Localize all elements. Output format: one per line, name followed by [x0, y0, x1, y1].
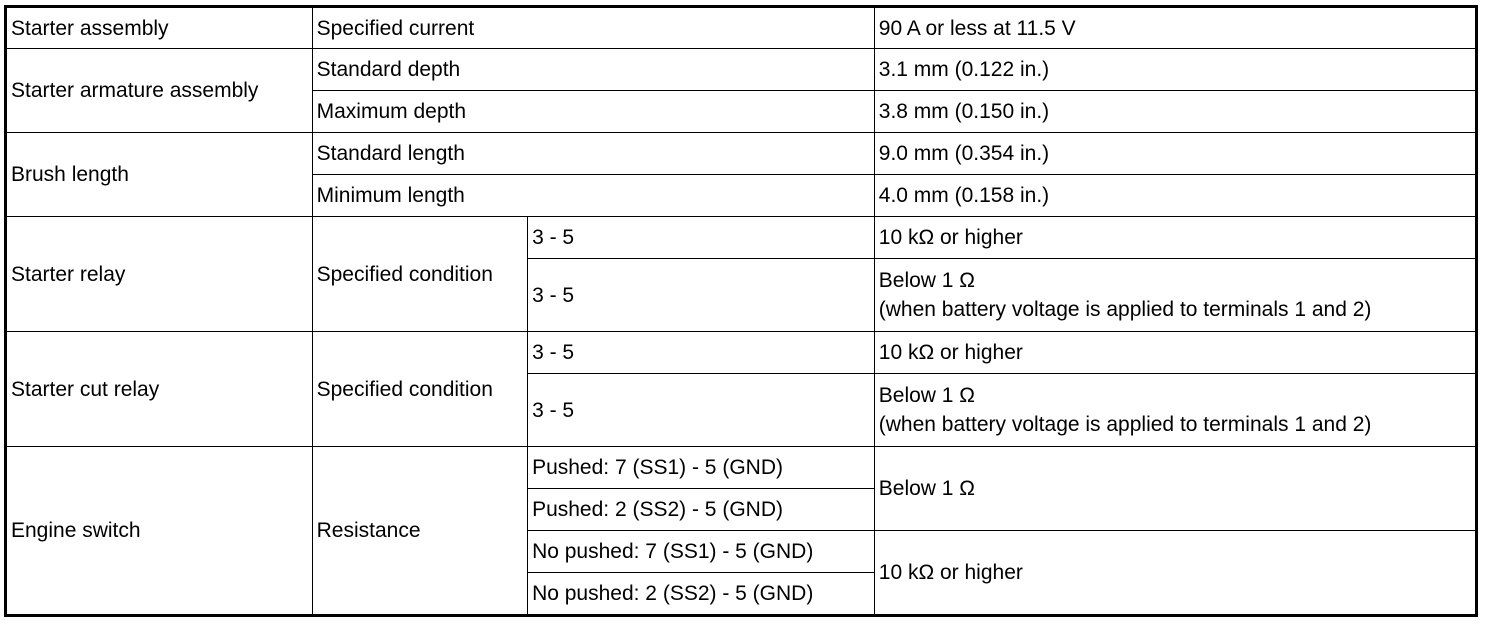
condition-specified-current: Specified current — [312, 7, 874, 49]
terminal-starter-relay-2: 3 - 5 — [528, 259, 875, 332]
value-line-1: Below 1 Ω — [878, 269, 976, 292]
condition-standard-depth: Standard depth — [312, 49, 874, 91]
terminal-engine-switch-4: No pushed: 2 (SS2) - 5 (GND) — [528, 573, 875, 616]
table-row — [6, 49, 1477, 91]
terminal-starter-cut-relay-2: 3 - 5 — [528, 374, 875, 447]
table-row — [6, 133, 1477, 175]
item-starter-assembly: Starter assembly — [6, 7, 313, 49]
item-starter-armature: Starter armature assembly — [6, 49, 313, 133]
table-row — [6, 7, 1477, 49]
value-maximum-depth: 3.8 mm (0.150 in.) — [874, 91, 1476, 133]
value-minimum-length: 4.0 mm (0.158 in.) — [874, 175, 1476, 217]
value-line-2: (when battery voltage is applied to terminals 1 and 2) — [878, 413, 1372, 436]
item-starter-cut-relay: Starter cut relay — [6, 332, 313, 447]
value-starter-cut-relay-2 — [874, 374, 1476, 447]
terminal-engine-switch-1: Pushed: 7 (SS1) - 5 (GND) — [528, 447, 875, 489]
value-standard-length: 9.0 mm (0.354 in.) — [874, 133, 1476, 175]
terminal-engine-switch-2: Pushed: 2 (SS2) - 5 (GND) — [528, 489, 875, 531]
item-brush-length: Brush length — [6, 133, 313, 217]
condition-maximum-depth: Maximum depth — [312, 91, 874, 133]
value-starter-relay-1: 10 kΩ or higher — [874, 217, 1476, 259]
item-engine-switch: Engine switch — [6, 447, 313, 616]
condition-minimum-length: Minimum length — [312, 175, 874, 217]
condition-engine-switch: Resistance — [312, 447, 527, 616]
value-specified-current: 90 A or less at 11.5 V — [874, 7, 1476, 49]
value-standard-depth: 3.1 mm (0.122 in.) — [874, 49, 1476, 91]
condition-standard-length: Standard length — [312, 133, 874, 175]
value-starter-relay-2 — [874, 259, 1476, 332]
condition-starter-cut-relay: Specified condition — [312, 332, 527, 447]
value-starter-cut-relay-1: 10 kΩ or higher — [874, 332, 1476, 374]
condition-starter-relay: Specified condition — [312, 217, 527, 332]
value-line-2: (when battery voltage is applied to terminals 1 and 2) — [878, 298, 1372, 321]
item-starter-relay: Starter relay — [6, 217, 313, 332]
specification-table — [4, 5, 1478, 617]
value-engine-switch-not-pushed: 10 kΩ or higher — [874, 531, 1476, 616]
table-row — [6, 332, 1477, 374]
terminal-engine-switch-3: No pushed: 7 (SS1) - 5 (GND) — [528, 531, 875, 573]
value-line-1: Below 1 Ω — [878, 384, 976, 407]
terminal-starter-cut-relay-1: 3 - 5 — [528, 332, 875, 374]
table-row — [6, 217, 1477, 259]
table-row — [6, 447, 1477, 489]
terminal-starter-relay-1: 3 - 5 — [528, 217, 875, 259]
value-engine-switch-pushed: Below 1 Ω — [874, 447, 1476, 531]
